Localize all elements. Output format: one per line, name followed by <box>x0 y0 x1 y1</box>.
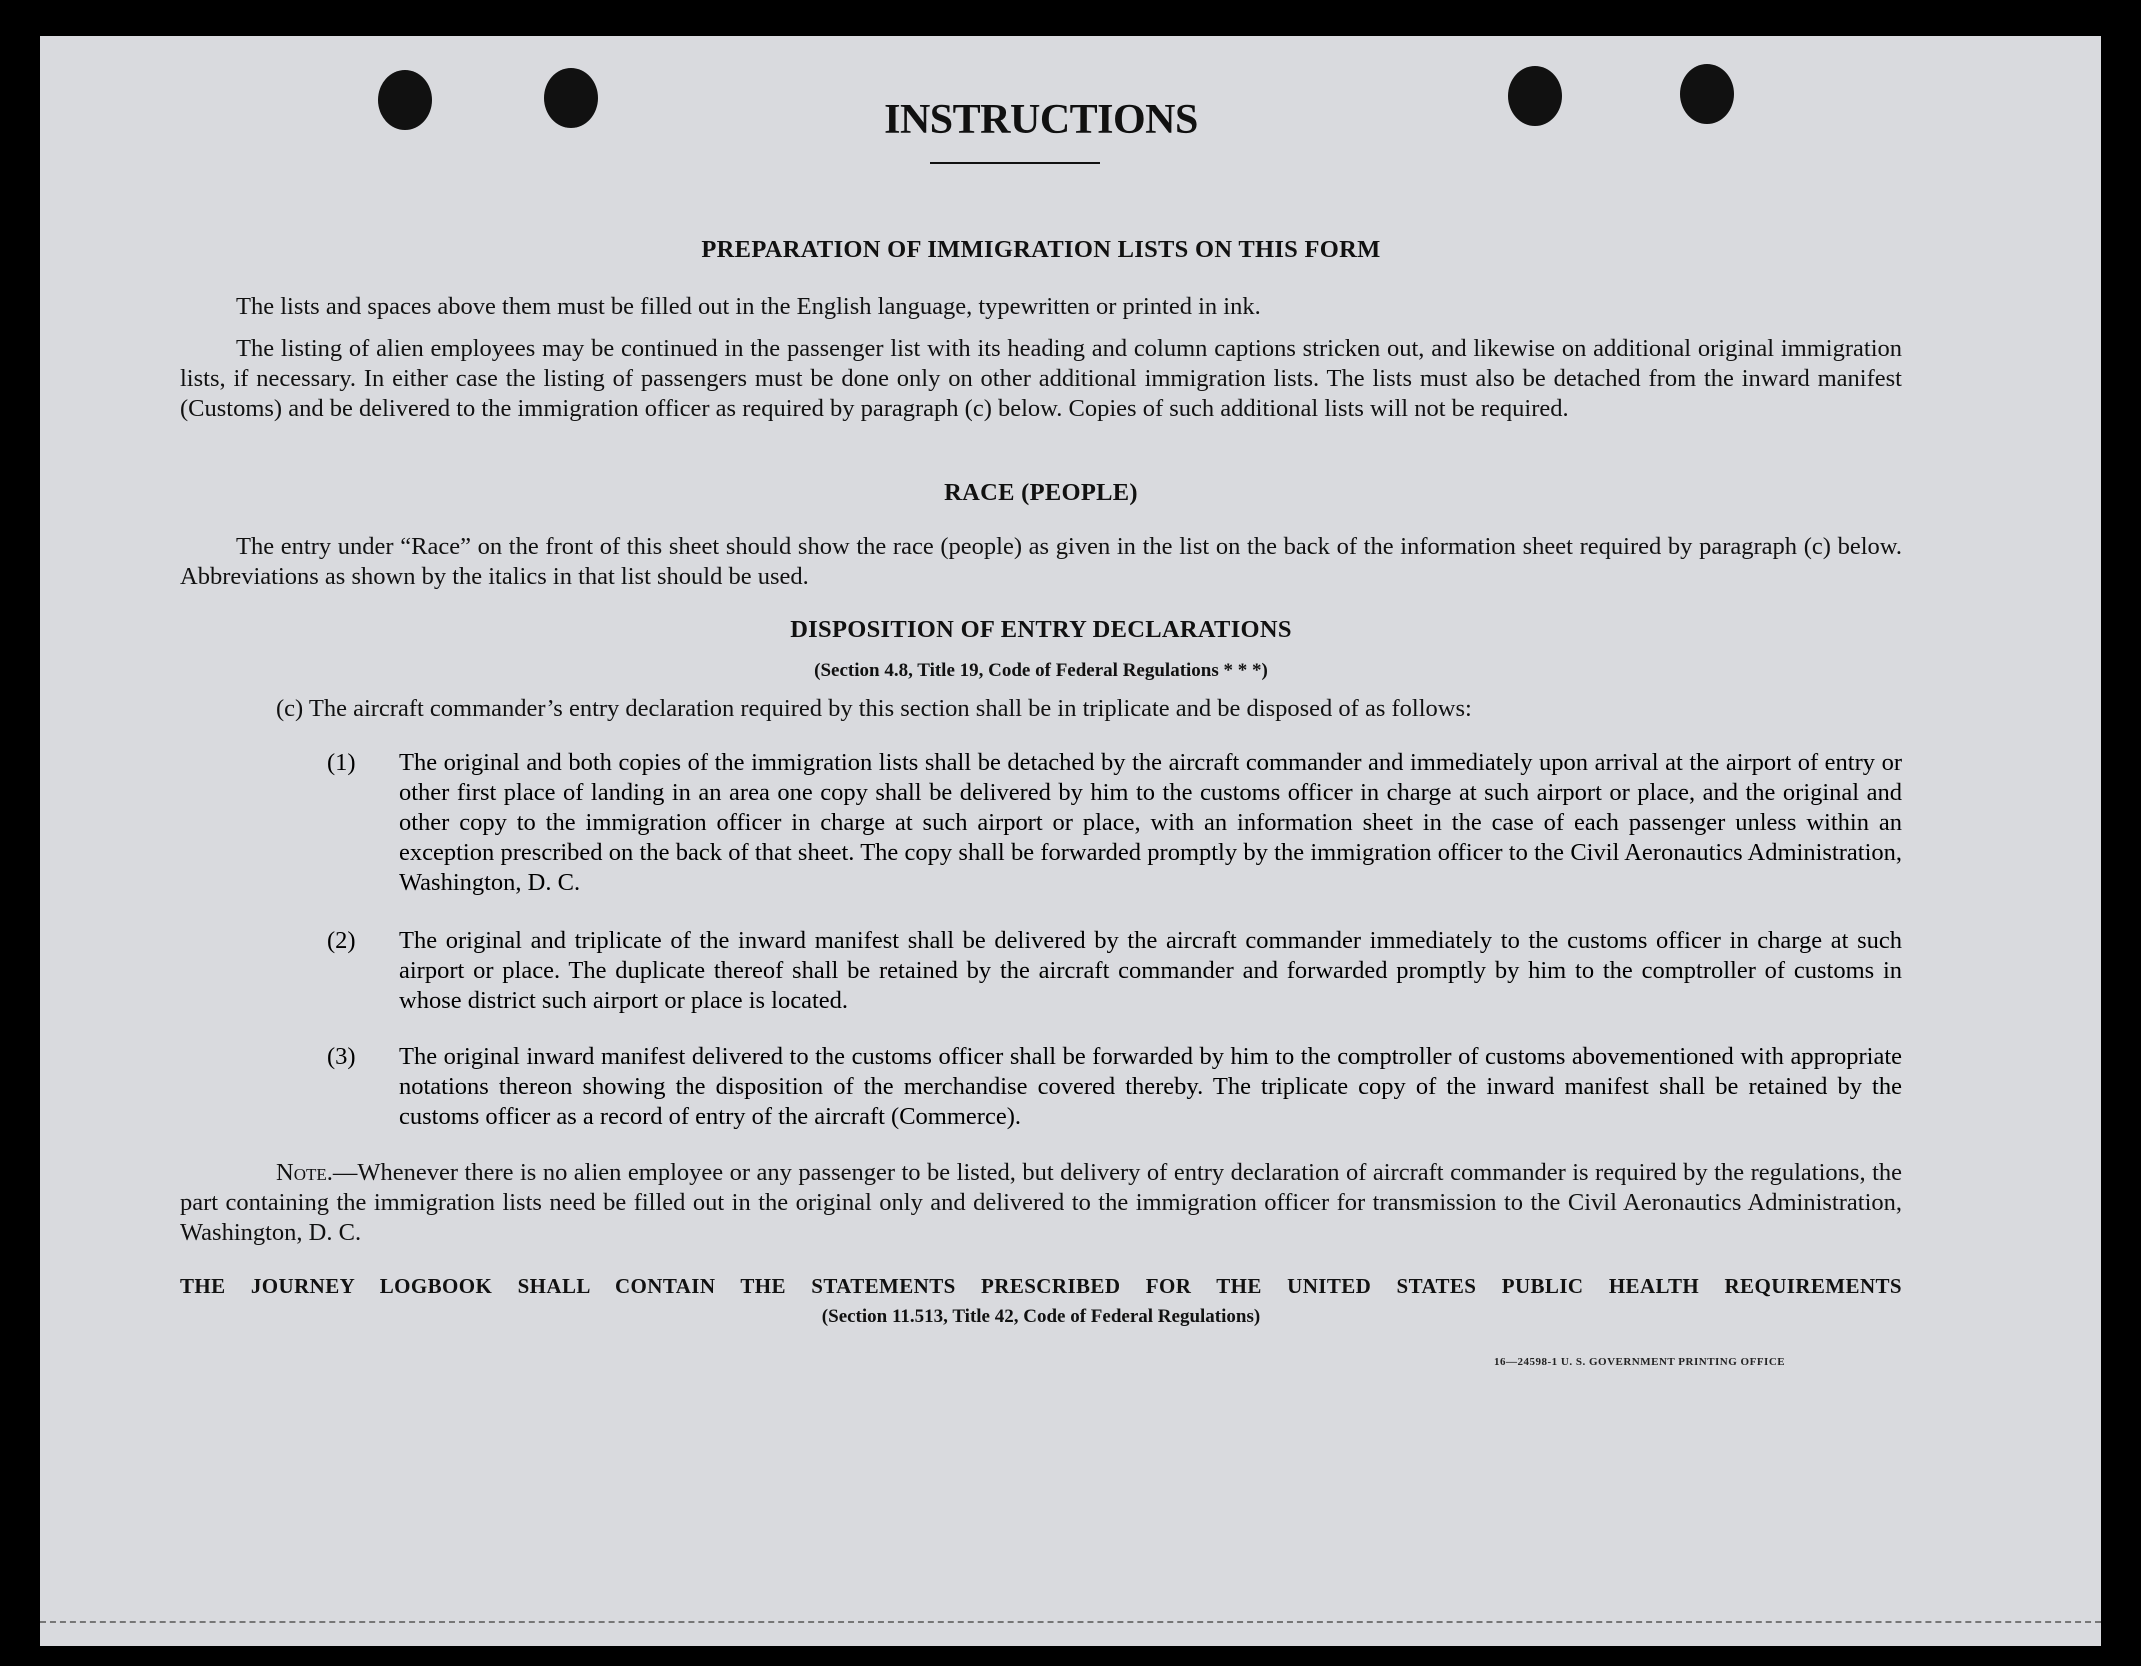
list-item-text: The original and both copies of the immigration lists shall be detached by the aircraft commander and immediately upon arrival at the airport of entry or other first place of landing in an area one copy shall be delivered by him to the customs officer in charge at such airport or place, and the original and other copy to the immigration officer in charge at such airport or place, with an information sheet in the case of each passenger unless within an exception prescribed on the back of that sheet. The copy shall be forwarded promptly by the immigration officer to the Civil Aeronautics Administration, Washington, D. C. <box>399 749 1902 896</box>
paragraph-alien-employees: The listing of alien employees may be continued in the passenger list with its heading and column captions stricken out, and likewise on additional original immigration lists, if necessary. In either case the listing of passengers must be done only on other additional immigration lists. The lists must also be detached from the inward manifest (Customs) and be delivered to the immigration officer as required by paragraph (c) below. Copies of such additional lists will not be required. <box>180 335 1902 422</box>
list-item-number: (1) <box>327 749 356 776</box>
list-item-number: (2) <box>327 927 356 954</box>
page-title: INSTRUCTIONS <box>884 97 1198 143</box>
note-text: —Whenever there is no alien employee or any passenger to be listed, but delivery of entry declaration of aircraft commander is required by the regulations, the part containing the immigration lists need be filled out in the original only and delivered to the immigration officer for transmission to the Civil Aeronautics Administration, Washington, D. C. <box>180 1159 1902 1246</box>
list-item-text: The original and triplicate of the inward manifest shall be delivered by the aircraft commander immediately to the customs officer in charge at such airport or place. The duplicate thereof shall be retained by the aircraft commander and forwarded promptly by him to the comptroller of customs in whose district such airport or place is located. <box>399 927 1902 1014</box>
heading-race: RACE (PEOPLE) <box>944 479 1138 506</box>
logbook-statement: THE JOURNEY LOGBOOK SHALL CONTAIN THE STATEMENTS PRESCRIBED FOR THE UNITED STATES PUBLIC HEALTH REQUIREMENTS <box>180 1274 1902 1298</box>
list-item-3 <box>185 1042 1902 1132</box>
printer-imprint: 16—24598-1 U. S. GOVERNMENT PRINTING OFFICE <box>1494 1356 1786 1368</box>
note-paragraph <box>180 1158 1902 1248</box>
paragraph-race: The entry under “Race” on the front of this sheet should show the race (people) as given in the list on the back of the information sheet required by paragraph (c) below. Abbreviations as shown by the italics in that list should be used. <box>180 533 1902 590</box>
perforation-line <box>40 1621 2101 1623</box>
list-item-number: (3) <box>327 1043 356 1070</box>
title-divider <box>930 162 1100 164</box>
paragraph-c-intro: (c) The aircraft commander’s entry declaration required by this section shall be in triplicate and be disposed of as follows: <box>276 695 1472 722</box>
citation-title-19: (Section 4.8, Title 19, Code of Federal Regulations * * *) <box>814 660 1268 681</box>
list-item-text: The original inward manifest delivered to the customs officer shall be forwarded by him to the comptroller of customs abovementioned with appropriate notations thereon showing the disposition of the merchandise covered thereby. The triplicate copy of the inward manifest shall be retained by the customs officer as a record of entry of the aircraft (Commerce). <box>399 1043 1902 1130</box>
list-item-1 <box>185 748 1902 898</box>
list-item-2 <box>185 926 1902 1016</box>
note-label: Note. <box>276 1159 333 1186</box>
heading-disposition: DISPOSITION OF ENTRY DECLARATIONS <box>790 616 1292 643</box>
heading-preparation: PREPARATION OF IMMIGRATION LISTS ON THIS FORM <box>701 236 1381 263</box>
paragraph-language: The lists and spaces above them must be filled out in the English language, typewritten or printed in ink. <box>236 293 1261 320</box>
citation-title-42: (Section 11.513, Title 42, Code of Federal Regulations) <box>821 1306 1261 1327</box>
